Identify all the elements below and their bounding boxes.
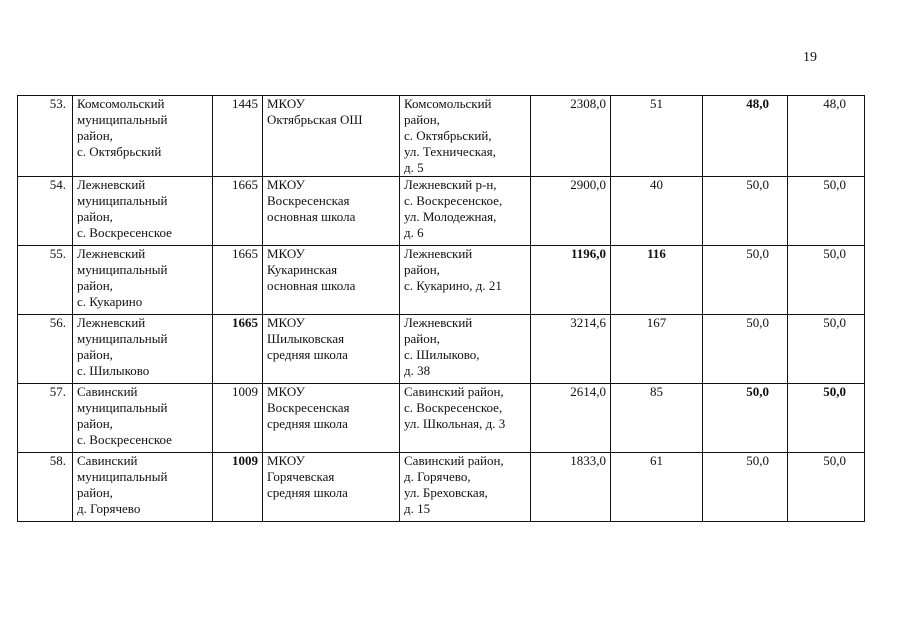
district-cell-line: с. Воскресенское xyxy=(77,432,172,447)
district-cell-line: Савинский xyxy=(77,453,138,468)
district-cell-line: район, xyxy=(77,209,113,224)
value2-cell: 50,0 xyxy=(788,315,865,384)
count-cell: 61 xyxy=(611,453,703,522)
row-number: 56. xyxy=(18,315,73,384)
school-cell-line: МКОУ xyxy=(267,177,305,192)
address-cell-line: район, xyxy=(404,112,440,127)
code-cell: 1665 xyxy=(213,177,263,246)
district-cell-line: с. Кукарино xyxy=(77,294,143,309)
code-cell: 1665 xyxy=(213,315,263,384)
district-cell-line: муниципальный xyxy=(77,400,168,415)
school-cell-line: основная школа xyxy=(267,209,356,224)
row-number: 54. xyxy=(18,177,73,246)
code-cell: 1009 xyxy=(213,453,263,522)
school-cell-line: Воскресенская xyxy=(267,193,350,208)
address-cell-line: ул. Школьная, д. 3 xyxy=(404,416,506,431)
address-cell xyxy=(400,177,531,246)
value1-cell: 50,0 xyxy=(703,384,788,453)
school-cell xyxy=(263,246,400,315)
address-cell-line: с. Кукарино, д. 21 xyxy=(404,278,502,293)
schools-table xyxy=(17,95,865,522)
school-cell-line: Горячевская xyxy=(267,469,335,484)
address-cell-line: Лежневский xyxy=(404,246,473,261)
count-cell: 116 xyxy=(611,246,703,315)
code-cell: 1445 xyxy=(213,96,263,177)
school-cell-line: средняя школа xyxy=(267,347,348,362)
address-cell-line: ул. Техническая, xyxy=(404,144,496,159)
district-cell xyxy=(73,453,213,522)
row-number: 55. xyxy=(18,246,73,315)
school-cell-line: Кукаринская xyxy=(267,262,338,277)
row-number: 57. xyxy=(18,384,73,453)
area-cell: 1196,0 xyxy=(531,246,611,315)
district-cell xyxy=(73,177,213,246)
district-cell-line: с. Шилыково xyxy=(77,363,150,378)
district-cell-line: д. Горячево xyxy=(77,501,141,516)
district-cell-line: район, xyxy=(77,128,113,143)
count-cell: 167 xyxy=(611,315,703,384)
address-cell xyxy=(400,96,531,177)
district-cell-line: район, xyxy=(77,347,113,362)
address-cell xyxy=(400,315,531,384)
value1-cell: 50,0 xyxy=(703,453,788,522)
district-cell-line: муниципальный xyxy=(77,331,168,346)
area-cell: 2308,0 xyxy=(531,96,611,177)
area-cell: 2614,0 xyxy=(531,384,611,453)
address-cell xyxy=(400,384,531,453)
district-cell-line: район, xyxy=(77,278,113,293)
address-cell-line: район, xyxy=(404,331,440,346)
school-cell xyxy=(263,315,400,384)
address-cell-line: Лежневский р-н, xyxy=(404,177,497,192)
address-cell-line: с. Октябрьский, xyxy=(404,128,492,143)
row-number: 53. xyxy=(18,96,73,177)
address-cell-line: Лежневский xyxy=(404,315,473,330)
table-row xyxy=(18,177,865,246)
school-cell-line: Воскресенская xyxy=(267,400,350,415)
address-cell xyxy=(400,453,531,522)
table-row xyxy=(18,246,865,315)
district-cell-line: район, xyxy=(77,485,113,500)
address-cell-line: д. Горячево, xyxy=(404,469,471,484)
school-cell-line: МКОУ xyxy=(267,315,305,330)
count-cell: 51 xyxy=(611,96,703,177)
district-cell-line: Лежневский xyxy=(77,246,146,261)
address-cell-line: д. 38 xyxy=(404,363,431,378)
value1-cell: 50,0 xyxy=(703,177,788,246)
address-cell-line: Комсомольский xyxy=(404,96,492,111)
district-cell-line: Комсомольский xyxy=(77,96,165,111)
address-cell-line: д. 5 xyxy=(404,160,424,175)
value1-cell: 50,0 xyxy=(703,315,788,384)
area-cell: 2900,0 xyxy=(531,177,611,246)
school-cell-line: основная школа xyxy=(267,278,356,293)
district-cell xyxy=(73,96,213,177)
value2-cell: 50,0 xyxy=(788,453,865,522)
district-cell-line: муниципальный xyxy=(77,469,168,484)
address-cell-line: ул. Бреховская, xyxy=(404,485,488,500)
value2-cell: 48,0 xyxy=(788,96,865,177)
address-cell-line: район, xyxy=(404,262,440,277)
count-cell: 40 xyxy=(611,177,703,246)
code-cell: 1665 xyxy=(213,246,263,315)
school-cell-line: Шилыковская xyxy=(267,331,345,346)
table-row xyxy=(18,384,865,453)
value1-cell: 48,0 xyxy=(703,96,788,177)
district-cell-line: муниципальный xyxy=(77,262,168,277)
page-number: 19 xyxy=(803,50,817,65)
district-cell xyxy=(73,315,213,384)
address-cell-line: с. Воскресенское, xyxy=(404,193,503,208)
address-cell-line: с. Воскресенское, xyxy=(404,400,503,415)
district-cell-line: муниципальный xyxy=(77,112,168,127)
area-cell: 3214,6 xyxy=(531,315,611,384)
address-cell-line: ул. Молодежная, xyxy=(404,209,497,224)
code-cell: 1009 xyxy=(213,384,263,453)
address-cell xyxy=(400,246,531,315)
value2-cell: 50,0 xyxy=(788,384,865,453)
school-cell-line: средняя школа xyxy=(267,485,348,500)
address-cell-line: д. 15 xyxy=(404,501,431,516)
school-cell xyxy=(263,384,400,453)
value2-cell: 50,0 xyxy=(788,177,865,246)
district-cell-line: Лежневский xyxy=(77,315,146,330)
district-cell-line: район, xyxy=(77,416,113,431)
table-row xyxy=(18,96,865,177)
value2-cell: 50,0 xyxy=(788,246,865,315)
area-cell: 1833,0 xyxy=(531,453,611,522)
address-cell-line: д. 6 xyxy=(404,225,424,240)
district-cell-line: муниципальный xyxy=(77,193,168,208)
table-row xyxy=(18,315,865,384)
school-cell-line: МКОУ xyxy=(267,453,305,468)
district-cell-line: Савинский xyxy=(77,384,138,399)
district-cell-line: с. Октябрьский xyxy=(77,144,162,159)
school-cell xyxy=(263,96,400,177)
district-cell xyxy=(73,246,213,315)
school-cell xyxy=(263,177,400,246)
address-cell-line: с. Шилыково, xyxy=(404,347,480,362)
count-cell: 85 xyxy=(611,384,703,453)
row-number: 58. xyxy=(18,453,73,522)
district-cell-line: с. Воскресенское xyxy=(77,225,172,240)
school-cell-line: Октябрьская ОШ xyxy=(267,112,363,127)
district-cell-line: Лежневский xyxy=(77,177,146,192)
address-cell-line: Савинский район, xyxy=(404,453,504,468)
school-cell-line: МКОУ xyxy=(267,384,305,399)
value1-cell: 50,0 xyxy=(703,246,788,315)
school-cell xyxy=(263,453,400,522)
school-cell-line: средняя школа xyxy=(267,416,348,431)
school-cell-line: МКОУ xyxy=(267,96,305,111)
district-cell xyxy=(73,384,213,453)
address-cell-line: Савинский район, xyxy=(404,384,504,399)
table-row xyxy=(18,453,865,522)
school-cell-line: МКОУ xyxy=(267,246,305,261)
